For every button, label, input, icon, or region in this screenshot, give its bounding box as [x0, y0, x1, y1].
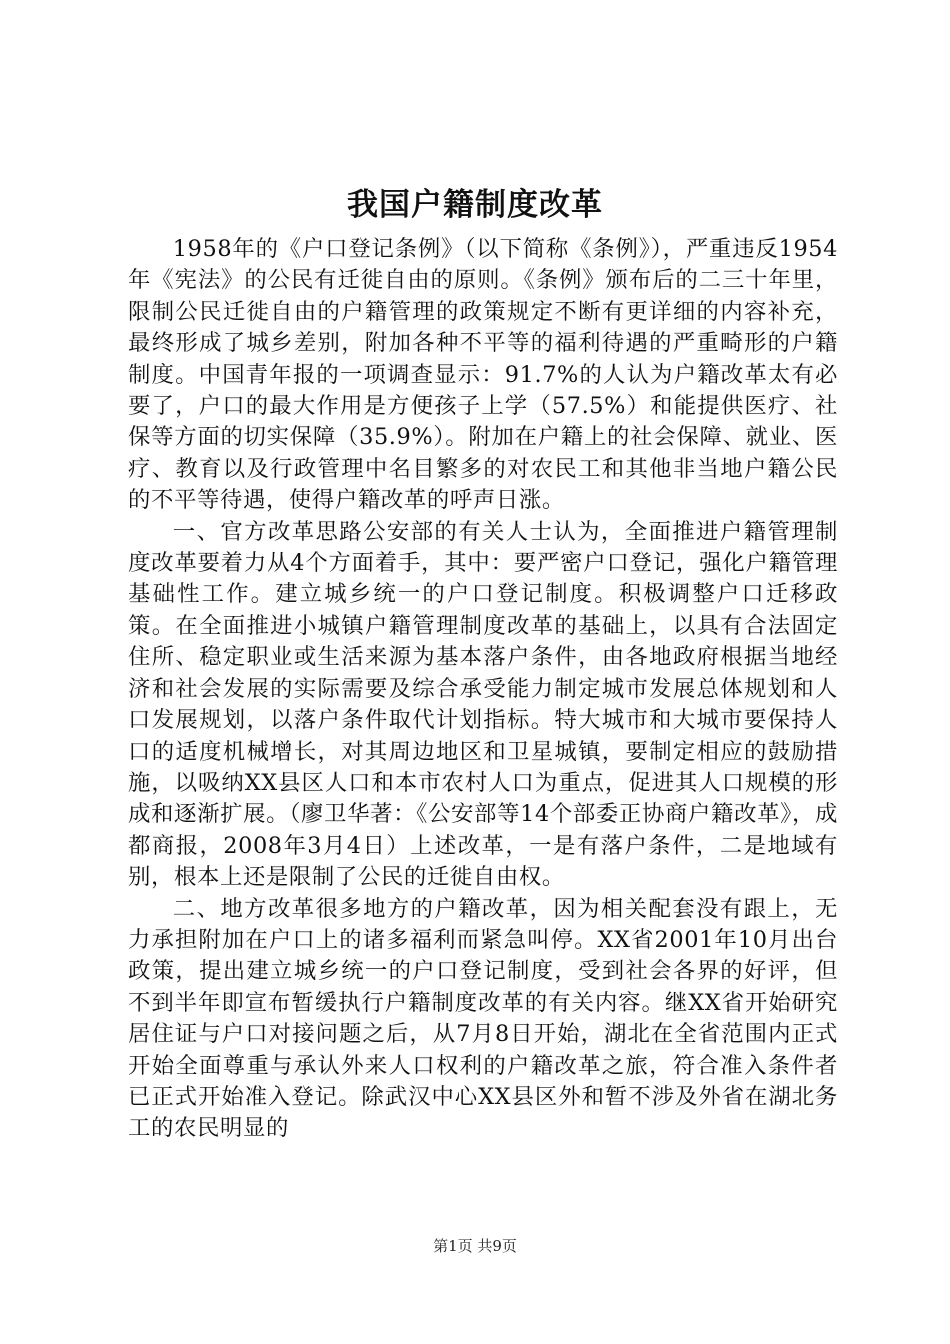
paragraph-official-reform: 一、官方改革思路公安部的有关人士认为，全面推进户籍管理制度改革要着力从4个方面着手，其中：要严密户口登记，强化户籍管理基础性工作。建立城乡统一的户口登记制度。积极调整户口迁移政策。在全面推进小城镇户籍管理制度改革的基础上，以具有合法固定住所、稳定职业或生活来源为基本落户条件，由各地政府根据当地经济和社会发展的实际需要及综合承受能力制定城市发展总体规划和人口发展规划，以落户条件取代计划指标。特大城市和大城市要保持人口的适度机械增长，对其周边地区和卫星城镇，要制定相应的鼓励措施，以吸纳XX县区人口和本市农村人口为重点，促进其人口规模的形成和逐渐扩展。（廖卫华著：《公安部等14个部委正协商户籍改革》，成都商报，2008年3月4日）上述改革，一是有落户条件，二是地域有别，根本上还是限制了公民的迁徙自由权。	[128, 518, 838, 891]
paragraph-local-reform: 二、地方改革很多地方的户籍改革，因为相关配套没有跟上，无力承担附加在户口上的诸多福利而紧急叫停。XX省2001年10月出台政策，提出建立城乡统一的户口登记制度，受到社会各界的好评，但不到半年即宣布暂缓执行户籍制度改革的有关内容。继XX省开始研究居住证与户口对接问题之后，从7月8日开始，湖北在全省范围内正式开始全面尊重与承认外来人口权利的户籍改革之旅，符合准入条件者已正式开始准入登记。除武汉中心XX县区外和暂不涉及外省在湖北务工的农民明显的	[128, 895, 838, 1142]
document-body	[128, 234, 838, 1145]
document-title: 我国户籍制度改革	[347, 187, 603, 223]
page-number-footer: 第1页 共9页	[433, 1237, 517, 1255]
paragraph-intro: 1958年的《户口登记条例》（以下简称《条例》），严重违反1954年《宪法》的公民有迁徙自由的原则。《条例》颁布后的二三十年里，限制公民迁徙自由的户籍管理的政策规定不断有更详细的内容补充，最终形成了城乡差别，附加各种不平等的福利待遇的严重畸形的户籍制度。中国青年报的一项调查显示：91.7%的人认为户籍改革太有必要了，户口的最大作用是方便孩子上学（57.5%）和能提供医疗、社保等方面的切实保障（35.9%）。附加在户籍上的社会保障、就业、医疗、教育以及行政管理中名目繁多的对农民工和其他非当地户籍公民的不平等待遇，使得户籍改革的呼声日涨。	[128, 236, 838, 514]
